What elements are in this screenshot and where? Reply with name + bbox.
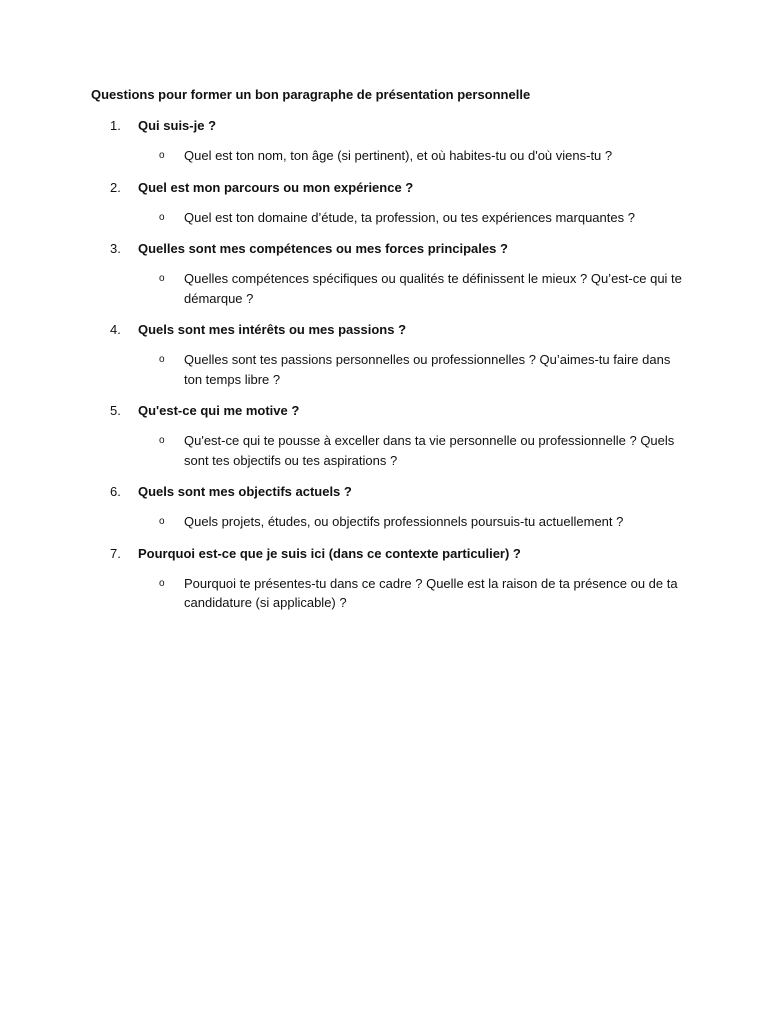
list-item — [0, 543, 768, 613]
bullet-circle-icon: o — [159, 577, 165, 589]
sub-bullet — [0, 269, 768, 308]
question-row — [0, 543, 768, 563]
question-text: Quel est mon parcours ou mon expérience ? — [138, 179, 414, 195]
question-number: 4. — [110, 322, 121, 337]
list-item — [0, 115, 768, 177]
question-text: Quels sont mes intérêts ou mes passions ? — [138, 322, 407, 337]
question-list — [0, 115, 768, 613]
bullet-circle-icon: o — [159, 435, 165, 446]
bullet-circle-icon: o — [159, 273, 165, 284]
question-text: Quelles sont mes compétences ou mes forces principales ? — [138, 241, 508, 256]
question-row — [0, 238, 768, 258]
question-row — [0, 400, 768, 420]
bullet-circle-icon: o — [159, 354, 165, 365]
bullet-circle-icon: o — [159, 211, 165, 223]
question-row — [0, 115, 768, 135]
question-number: 1. — [110, 118, 121, 133]
question-row — [0, 481, 768, 501]
bullet-circle-icon: o — [159, 516, 165, 527]
question-detail: Quels projets, études, ou objectifs professionnels poursuis-tu actuellement ? — [184, 514, 624, 529]
bullet-circle-icon: o — [159, 150, 165, 161]
sub-bullet — [0, 512, 768, 532]
document-title: Questions pour former un bon paragraphe de présentation personnelle — [91, 87, 531, 102]
sub-bullet — [0, 146, 768, 166]
sub-bullet — [0, 574, 768, 613]
question-number: 2. — [110, 179, 121, 195]
sub-bullet — [0, 350, 768, 389]
question-text: Pourquoi est-ce que je suis ici (dans ce contexte particulier) ? — [138, 545, 521, 561]
question-text: Qui suis-je ? — [138, 118, 217, 133]
question-row — [0, 177, 768, 197]
question-detail: Quelles compétences spécifiques ou qualités te définissent le mieux ? Qu’est-ce qui te démarque ? — [184, 271, 682, 306]
question-detail: Quelles sont tes passions personnelles ou professionnelles ? Qu’aimes-tu faire dans ton temps libre ? — [184, 352, 671, 387]
list-item — [0, 319, 768, 400]
question-number: 7. — [110, 545, 121, 561]
list-item — [0, 481, 768, 543]
question-number: 5. — [110, 403, 121, 418]
list-item — [0, 238, 768, 319]
question-detail: Quel est ton domaine d’étude, ta profession, ou tes expériences marquantes ? — [184, 209, 635, 225]
question-detail: Pourquoi te présentes-tu dans ce cadre ? Quelle est la raison de ta présence ou de ta candidature (si applicable) ? — [184, 575, 678, 610]
list-item — [0, 400, 768, 481]
question-number: 3. — [110, 241, 121, 256]
question-row — [0, 319, 768, 339]
sub-bullet — [0, 208, 768, 228]
sub-bullet — [0, 431, 768, 470]
question-text: Quels sont mes objectifs actuels ? — [138, 484, 352, 499]
question-detail: Qu'est-ce qui te pousse à exceller dans ta vie personnelle ou professionnelle ? Quels sont tes objectifs ou tes aspirations ? — [184, 433, 675, 468]
question-text: Qu'est-ce qui me motive ? — [138, 403, 300, 418]
question-detail: Quel est ton nom, ton âge (si pertinent), et où habites-tu ou d'où viens-tu ? — [184, 148, 613, 163]
list-item — [0, 177, 768, 239]
question-number: 6. — [110, 484, 121, 499]
